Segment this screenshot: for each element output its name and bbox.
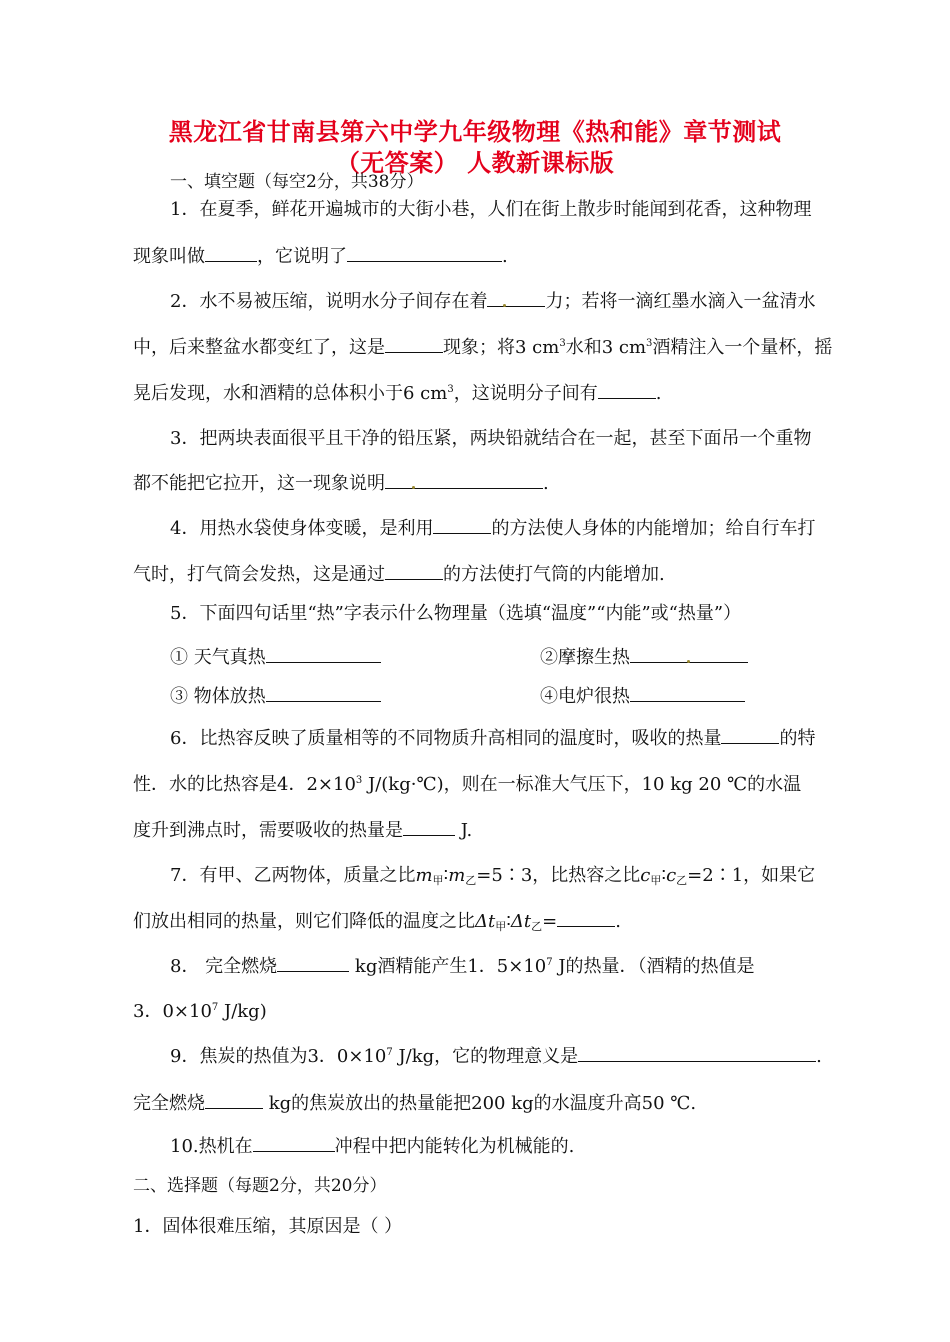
q6-line2: 性．水的比热容是4．$2\times 10^3$ J/(kg·℃)，则在一标准大气压下，10 kg 20 ℃的水温 (133, 774, 802, 795)
answer-blank[interactable] (557, 910, 615, 927)
section1-heading: 一、填空题（每空2分，共38分） (170, 172, 424, 192)
answer-blank[interactable] (277, 955, 349, 972)
section2-heading: 二、选择题（每题2分，共20分） (133, 1176, 387, 1196)
q3-line1: 3．把两块表面很平且干净的铅压紧，两块铅就结合在一起，甚至下面吊一个重物 (170, 428, 812, 449)
answer-blank[interactable] (266, 685, 381, 702)
answer-blank[interactable] (598, 382, 656, 399)
q5-item1: ① 天气真热 (170, 646, 381, 670)
q5-item4: ④电炉很热 (540, 685, 745, 709)
answer-blank[interactable] (630, 685, 745, 702)
q6-line3: 度升到沸点时，需要吸收的热量是 J. (133, 820, 473, 841)
answer-blank[interactable] (487, 290, 545, 307)
q3-line2: 都不能把它拉开，这一现象说明 . (133, 473, 549, 494)
answer-blank[interactable] (253, 1135, 335, 1152)
q4-line2: 气时，打气筒会发热，这是通过 的方法使打气筒的内能增加. (133, 564, 665, 585)
q9-line2: 完全燃烧 kg的焦炭放出的热量能把200 kg的水温度升高50 ℃. (133, 1093, 697, 1114)
doc-title-line2: （无答案） 人教新课标版 (335, 149, 615, 177)
q2-line1: 2．水不易被压缩，说明水分子间存在着 力；若将一滴红墨水滴入一盆清水 (170, 291, 816, 312)
q5-item2: ②摩擦生热 (540, 646, 748, 670)
q7-line1: 7．有甲、乙两物体，质量之比$m_甲∶m_乙=5∶3$，比热容之比$c_甲∶c_乙=2∶1$，如果它 (170, 865, 816, 887)
answer-blank[interactable] (578, 1045, 816, 1062)
q6-line1: 6．比热容反映了质量相等的不同物质升高相同的温度时，吸收的热量 的特 (170, 728, 816, 749)
q8-line1: 8． 完全燃烧 kg酒精能产生1．$5\times 10^7$ J的热量．（酒精的热值是 (170, 956, 755, 977)
q8-line2: 3．$0\times 10^7$ J/kg) (133, 1001, 267, 1022)
answer-blank[interactable] (433, 517, 491, 534)
q10-line1: 10.热机在 冲程中把内能转化为机械能的. (170, 1136, 575, 1157)
answer-blank[interactable] (385, 563, 443, 580)
answer-blank[interactable] (385, 336, 443, 353)
q5-line1: 5．下面四句话里“热”字表示什么物理量（选填“温度”“内能”或“热量”） (170, 603, 742, 624)
q2-line3: 晃后发现，水和酒精的总体积小于6 $cm^3$，这说明分子间有 . (133, 383, 662, 404)
q7-line2: 们放出相同的热量，则它们降低的温度之比$\Delta t_甲∶\Delta t_乙=$ . (133, 911, 621, 933)
answer-blank[interactable] (266, 646, 381, 663)
answer-blank[interactable] (205, 245, 257, 262)
q1-line1: 1．在夏季，鲜花开遍城市的大街小巷，人们在街上散步时能闻到花香，这种物理 (170, 199, 812, 220)
q4-line1: 4．用热水袋使身体变暖，是利用 的方法使人身体的内能增加；给自行车打 (170, 518, 816, 539)
q1-line2: 现象叫做 ，它说明了 . (133, 246, 508, 267)
answer-blank[interactable] (403, 819, 455, 836)
q9-line1: 9．焦炭的热值为3．$0\times 10^7$ J/kg，它的物理意义是 . (170, 1046, 822, 1067)
answer-blank[interactable] (205, 1092, 263, 1109)
answer-blank[interactable] (630, 646, 748, 663)
answer-blank[interactable] (721, 727, 779, 744)
answer-blank[interactable] (347, 245, 502, 262)
s2-q1: 1．固体很难压缩，其原因是（ ） (133, 1216, 403, 1237)
doc-title-line1: 黑龙江省甘南县第六中学九年级物理《热和能》章节测试 (168, 118, 782, 146)
answer-blank[interactable] (385, 472, 543, 489)
q5-item3: ③ 物体放热 (170, 685, 381, 709)
q2-line2: 中，后来整盆水都变红了，这是 现象；将3 $cm^3$水和3 $cm^3$酒精注入一个量杯，摇 (133, 337, 833, 358)
